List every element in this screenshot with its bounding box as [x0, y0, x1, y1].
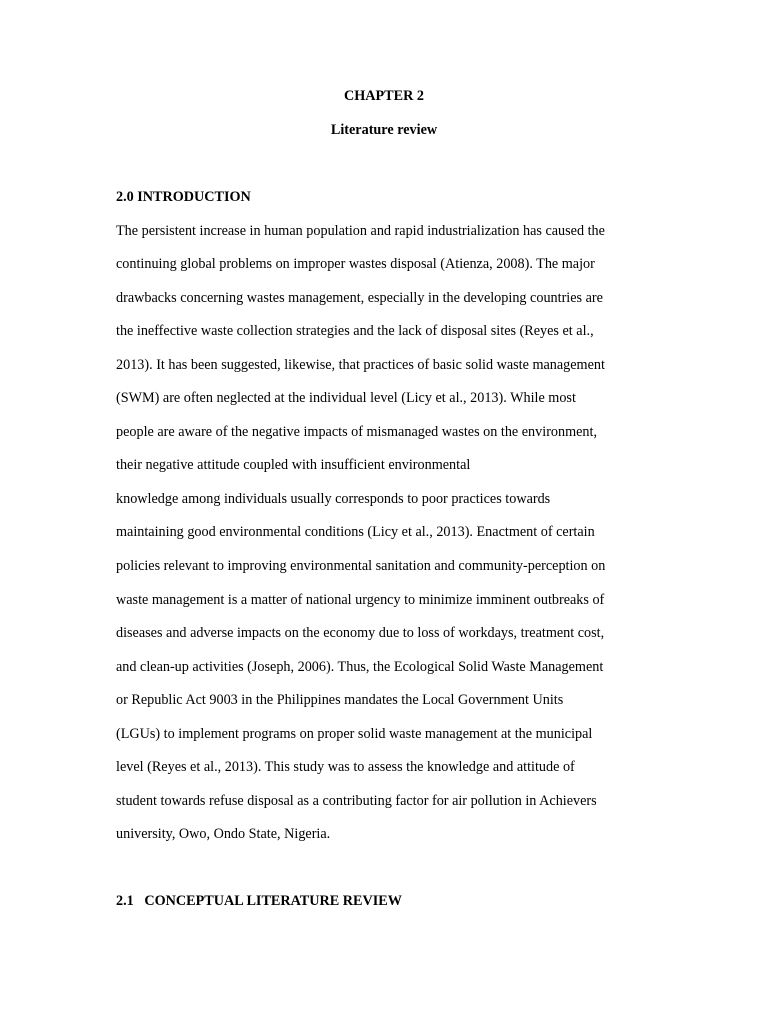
paragraph-line: the ineffective waste collection strategies and the lack of disposal sites (Reyes et al.,	[116, 323, 594, 339]
paragraph-line: level (Reyes et al., 2013). This study was to assess the knowledge and attitude of	[116, 759, 575, 775]
chapter-subtitle: Literature review	[330, 122, 438, 138]
paragraph-line: student towards refuse disposal as a contributing factor for air pollution in Achievers	[116, 793, 597, 809]
paragraph-line: waste management is a matter of national urgency to minimize imminent outbreaks of	[116, 592, 605, 608]
paragraph-line: maintaining good environmental conditions (Licy et al., 2013). Enactment of certain	[116, 524, 595, 540]
chapter-title: CHAPTER 2	[343, 88, 424, 104]
paragraph-line: (LGUs) to implement programs on proper solid waste management at the municipal	[116, 726, 593, 742]
paragraph-line: knowledge among individuals usually corresponds to poor practices towards	[116, 491, 551, 507]
paragraph-line: 2013). It has been suggested, likewise, that practices of basic solid waste management	[116, 357, 605, 373]
paragraph-line: and clean-up activities (Joseph, 2006). Thus, the Ecological Solid Waste Management	[116, 659, 604, 675]
paragraph-line: their negative attitude coupled with insufficient environmental	[116, 457, 471, 473]
paragraph-line: drawbacks concerning wastes management, especially in the developing countries are	[116, 290, 603, 306]
paragraph-line: continuing global problems on improper wastes disposal (Atienza, 2008). The major	[116, 256, 595, 272]
section-heading-introduction: 2.0 INTRODUCTION	[116, 189, 251, 205]
paragraph-line: people are aware of the negative impacts of mismanaged wastes on the environment,	[116, 424, 598, 440]
paragraph-line: or Republic Act 9003 in the Philippines mandates the Local Government Units	[116, 692, 564, 708]
paragraph-line: The persistent increase in human population and rapid industrialization has caused the	[116, 223, 605, 239]
paragraph-line: policies relevant to improving environmental sanitation and community-perception on	[116, 558, 606, 574]
paragraph-line: university, Owo, Ondo State, Nigeria.	[116, 826, 331, 842]
paragraph-line: diseases and adverse impacts on the economy due to loss of workdays, treatment cost,	[116, 625, 605, 641]
section-heading-conceptual-review: 2.1 CONCEPTUAL LITERATURE REVIEW	[116, 893, 402, 909]
paragraph-line: (SWM) are often neglected at the individual level (Licy et al., 2013). While most	[116, 390, 576, 406]
